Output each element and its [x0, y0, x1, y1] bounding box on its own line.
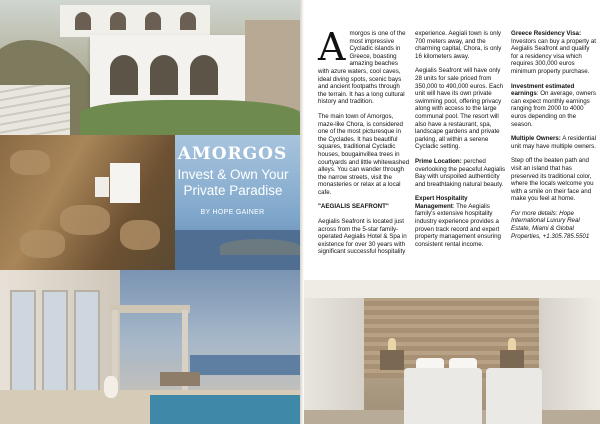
- subtitle-line-2: Private Paradise: [183, 183, 283, 198]
- units-paragraph: Aegialis Seafront will have only 28 units for sale priced from 350,000 to 490,000 euros. Each unit will have its own private swimming pool, offering privacy along with access to the large communal pool. The resort will also have a restaurant, spa, landscape gardens and private parking, all within a serene Cycladic setting.: [415, 67, 504, 151]
- hillside-villa-photo: [0, 0, 300, 135]
- visa-heading: Greece Residency Visa:: [511, 30, 582, 37]
- earnings-heading: Investment estimated earnings: [511, 82, 575, 98]
- article-title: AMORGOS: [177, 144, 288, 164]
- text-column-1: [318, 25, 410, 263]
- prime-location-text: perched overlooking the peaceful Aegialis Bay with unspoiled authenticity and breathtaking natural beauty.: [415, 157, 506, 188]
- prime-location-heading: Prime Location:: [415, 157, 462, 165]
- seafront-paragraph: Aegialis Seafront is located just across from the 5-star family-operated Aegialis Hotel & Spa in existence for over 30 years with significant successful hospitality: [318, 218, 407, 256]
- drop-cap: A: [318, 25, 346, 69]
- article-subtitle: [168, 167, 298, 199]
- management-text: : The Aegialis family's extensive hospitality industry experience provides a proven track record and expert property management ensuring consistent rental income.: [415, 202, 501, 248]
- right-page: [304, 0, 600, 424]
- owners-text: A residential unit may have multiple owners.: [511, 135, 596, 150]
- visa-text: Investors can buy a property at Aegialis Seafront and qualify for a residency visa which requires 300,000 euros minimum property purchase.: [511, 37, 596, 75]
- pool-terrace-photo: [0, 270, 300, 424]
- management-heading: Expert Hospitality Management: [415, 195, 468, 210]
- closing-paragraph: Step off the beaten path and visit an island that has preserved its traditional color, where the locals welcome you with a smile on their face and make you feel at home.: [511, 157, 594, 203]
- contact-credit: For more details: Hope International Luxury Real Estate, Miami & Global Properties, +1.305.785.5501: [511, 209, 590, 240]
- owners-heading: Multiple Owners:: [511, 135, 561, 143]
- earnings-text: : On average, owners can expect monthly earnings ranging from 2000 to 4000 euros depending on the season.: [511, 90, 596, 128]
- chora-paragraph: The main town of Amorgos, maze-like Chora, is considered one of the most picturesque in the Cyclades. It has beautiful squares, traditional Cycladic houses, bougainvillea trees in courtyards and little whitewashed alleys. You can wander through the narrow streets, visit the monasteries or relax at a local cafe.: [318, 112, 410, 196]
- intro-paragraph: morgos is one of the most impressive Cycladic islands in Greece, boasting amazing beaches with azure waters, cool caves, ideal diving spots, scenic bays and ancient footpaths through the terrain. It has a long cultural history and tradition.: [318, 30, 406, 106]
- subtitle-line-1: Invest & Own Your: [177, 167, 289, 182]
- byline: BY HOPE GAINER: [200, 209, 265, 216]
- text-column-3: [511, 30, 597, 247]
- experience-paragraph: experience. Aegiali town is only 700 meters away, and the charming capital, Chora, is only 16 kilometers away.: [415, 30, 502, 60]
- lantern: [104, 376, 118, 398]
- bedroom-photo: [304, 280, 600, 424]
- text-column-2: [415, 30, 507, 255]
- section-heading: "AEGIALIS SEAFRONT": [318, 203, 389, 211]
